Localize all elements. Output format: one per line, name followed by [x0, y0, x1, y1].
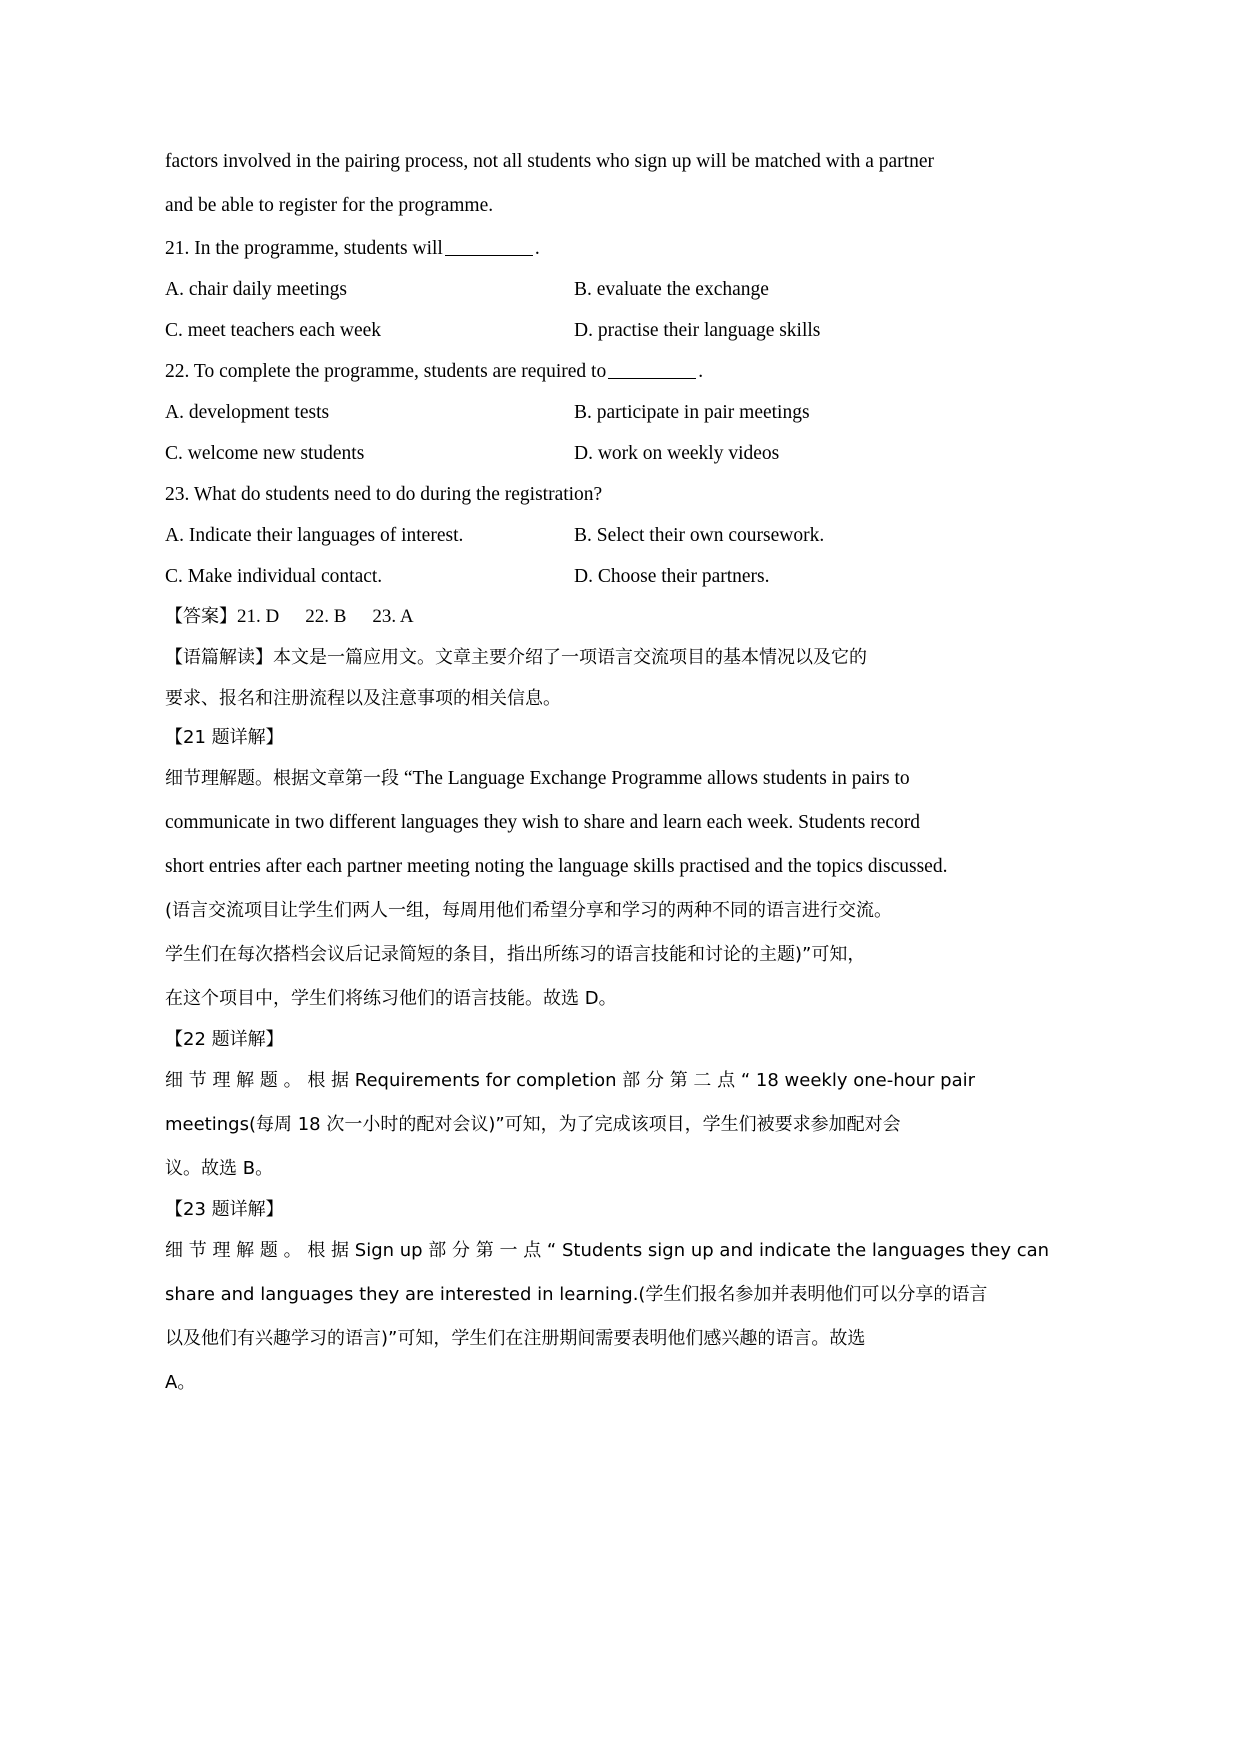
- option-label: B.: [574, 279, 592, 300]
- option-22-C[interactable]: [165, 433, 560, 474]
- option-22-B[interactable]: [560, 392, 955, 433]
- option-text: participate in pair meetings: [596, 402, 810, 423]
- explanation-21-body: [165, 757, 955, 1021]
- option-text: Choose their partners.: [597, 566, 770, 587]
- question-23-options-row-2: [165, 556, 955, 597]
- question-21-stem-end: .: [534, 238, 540, 259]
- answer-blank: [608, 378, 696, 379]
- explanation-21-quote-start: “The Language Exchange Programme allows students in pairs to: [403, 768, 910, 789]
- explanation-23-line-3: 以及他们有兴趣学习的语言)”可知，学生们在注册期间需要表明他们感兴趣的语言。故选: [165, 1328, 866, 1349]
- option-21-D[interactable]: [560, 310, 955, 351]
- option-23-C[interactable]: [165, 556, 560, 597]
- option-label: C.: [165, 320, 183, 341]
- option-label: D.: [574, 566, 593, 587]
- question-23-options-row-1: [165, 515, 955, 556]
- option-text: Make individual contact.: [187, 566, 383, 587]
- option-label: D.: [574, 443, 593, 464]
- option-text: development tests: [188, 402, 330, 423]
- option-21-A[interactable]: [165, 269, 560, 310]
- option-text: evaluate the exchange: [596, 279, 769, 300]
- explanation-22-line-1: 细 节 理 解 题 。 根 据 Requirements for completion 部 分 第 二 点 “ 18 weekly one-hour pair: [165, 1070, 975, 1091]
- explanation-23-line-4: A。: [165, 1372, 196, 1393]
- option-label: B.: [574, 402, 592, 423]
- question-23-stem: [165, 474, 955, 515]
- option-22-D[interactable]: [560, 433, 955, 474]
- explanation-21-line-4: (语言交流项目让学生们两人一组，每周用他们希望分享和学习的两种不同的语言进行交流。: [165, 900, 893, 921]
- option-label: A.: [165, 279, 184, 300]
- passage-analysis-line-1: 【语篇解读】本文是一篇应用文。文章主要介绍了一项语言交流项目的基本情况以及它的: [165, 647, 867, 668]
- option-22-A[interactable]: [165, 392, 560, 433]
- explanation-21-lead: 细节理解题。根据文章第一段: [165, 768, 399, 789]
- explanation-21-line-2: communicate in two different languages they wish to share and learn each week. Students record: [165, 812, 921, 833]
- question-22-stem-text: 22. To complete the programme, students are required to: [165, 361, 607, 382]
- option-21-B[interactable]: [560, 269, 955, 310]
- intro-paragraph: [165, 140, 955, 228]
- explanation-21-line-5: 学生们在每次搭档会议后记录简短的条目，指出所练习的语言技能和讨论的主题)”可知，: [165, 944, 866, 965]
- option-label: D.: [574, 320, 593, 341]
- question-22-stem: [165, 351, 955, 392]
- option-label: A.: [165, 525, 184, 546]
- option-text: welcome new students: [187, 443, 365, 464]
- answer-item-21: 21. D: [237, 606, 280, 627]
- question-21-stem-text: 21. In the programme, students will: [165, 238, 443, 259]
- intro-line-1: factors involved in the pairing process, not all students who sign up will be matched with a partner: [165, 151, 934, 172]
- option-text: Select their own coursework.: [596, 525, 825, 546]
- question-22-stem-end: .: [698, 361, 704, 382]
- explanation-21-line-1: [165, 757, 955, 801]
- explanation-23-line-1: 细 节 理 解 题 。 根 据 Sign up 部 分 第 一 点 “ Students sign up and indicate the languages they can: [165, 1240, 1050, 1261]
- explanation-22-line-2: meetings(每周 18 次一小时的配对会议)”可知，为了完成该项目，学生们被要求参加配对会: [165, 1114, 901, 1135]
- option-text: practise their language skills: [597, 320, 821, 341]
- explanation-21-line-6: 在这个项目中，学生们将练习他们的语言技能。故选 D。: [165, 988, 617, 1009]
- explanation-23-body: [165, 1229, 1050, 1405]
- option-text: meet teachers each week: [187, 320, 382, 341]
- document-body: [165, 140, 1050, 1405]
- passage-analysis: [165, 637, 955, 719]
- question-21-stem: [165, 228, 955, 269]
- option-text: work on weekly videos: [597, 443, 780, 464]
- question-23-stem-text: 23. What do students need to do during the registration?: [165, 484, 603, 505]
- explanation-23-line-2: share and languages they are interested in learning.(学生们报名参加并表明他们可以分享的语言: [165, 1284, 988, 1305]
- explanation-22-heading: 【22 题详解】: [165, 1029, 284, 1050]
- option-label: B.: [574, 525, 592, 546]
- explanation-21-line-3: short entries after each partner meeting noting the language skills practised and the topics discussed.: [165, 856, 948, 877]
- question-22-options-row-2: [165, 433, 955, 474]
- answer-item-23: 23. A: [372, 606, 414, 627]
- option-label: C.: [165, 443, 183, 464]
- passage-analysis-line-2: 要求、报名和注册流程以及注意事项的相关信息。: [165, 688, 561, 709]
- option-label: C.: [165, 566, 183, 587]
- question-21-options-row-2: [165, 310, 955, 351]
- explanation-22-line-3: 议。故选 B。: [165, 1158, 274, 1179]
- option-23-A[interactable]: [165, 515, 560, 556]
- explanation-21-heading: 【21 题详解】: [165, 727, 284, 748]
- question-22-options-row-1: [165, 392, 955, 433]
- option-text: chair daily meetings: [188, 279, 347, 300]
- option-21-C[interactable]: [165, 310, 560, 351]
- answer-item-22: 22. B: [305, 606, 347, 627]
- explanation-22-body: [165, 1059, 975, 1191]
- answers-tag: 【答案】: [165, 606, 237, 627]
- option-23-B[interactable]: [560, 515, 955, 556]
- option-23-D[interactable]: [560, 556, 955, 597]
- answers-line: [165, 597, 955, 637]
- question-21-options-row-1: [165, 269, 955, 310]
- intro-line-2: and be able to register for the programme.: [165, 195, 494, 216]
- option-label: A.: [165, 402, 184, 423]
- answer-blank: [445, 255, 533, 256]
- option-text: Indicate their languages of interest.: [188, 525, 464, 546]
- explanation-23-heading: 【23 题详解】: [165, 1199, 284, 1220]
